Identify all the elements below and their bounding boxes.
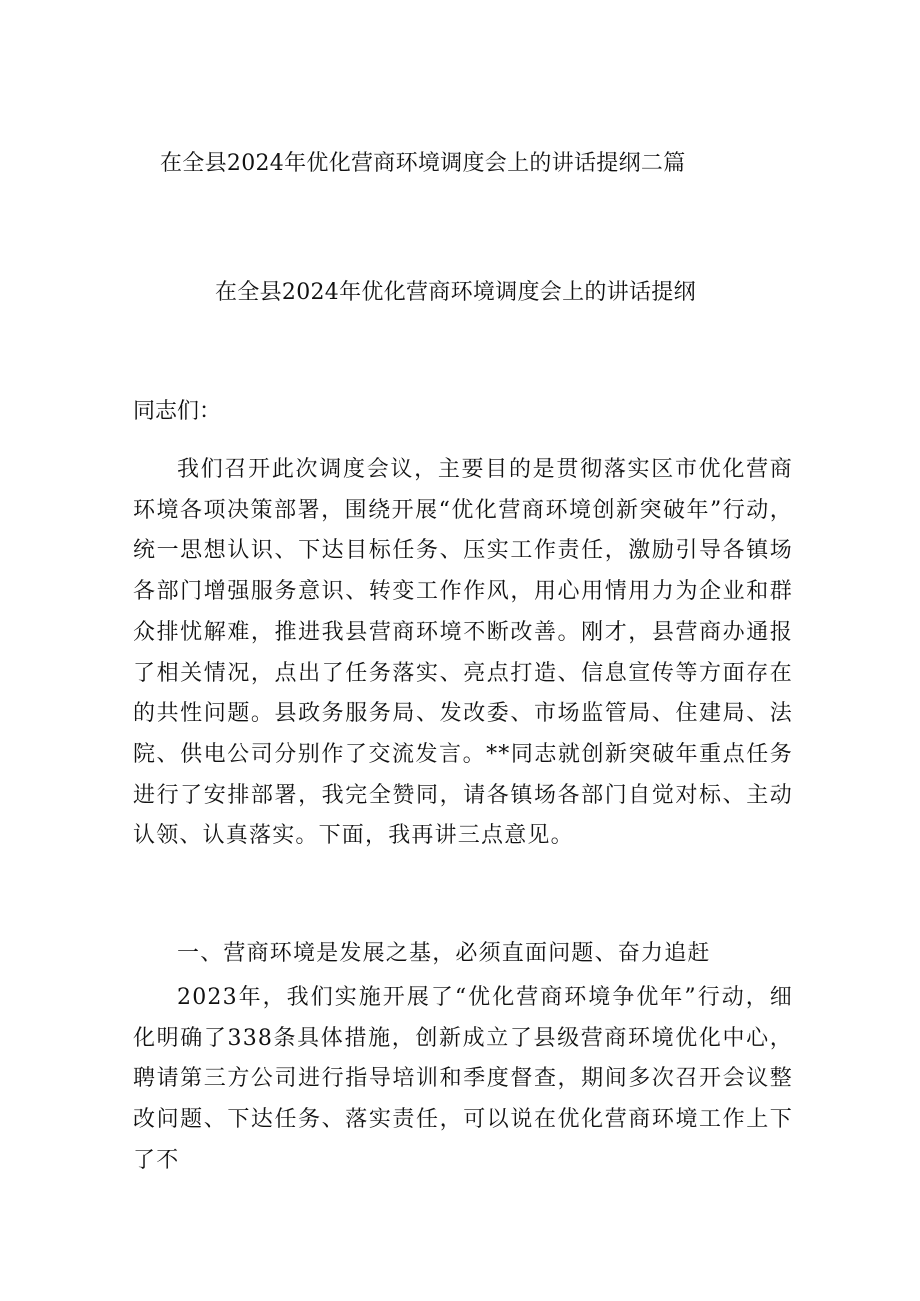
- document-title: 在全县2024年优化营商环境调度会上的讲话提纲二篇: [160, 151, 686, 176]
- body-paragraph-1: 我们召开此次调度会议，主要目的是贯彻落实区市优化营商环境各项决策部署，围绕开展“优化营商环境创新突破年”行动，统一思想认识、下达目标任务、压实工作责任，激励引导各镇场各部门增强服务意识、转变工作作风，用心用情用力为企业和群众排忧解难，推进我县营商环境不断改善。刚才，县营商办通报了相关情况，点出了任务落实、亮点打造、信息宣传等方面存在的共性问题。县政务服务局、发改委、市场监管局、住建局、法院、供电公司分别作了交流发言。**同志就创新突破年重点任务进行了安排部署，我完全赞同，请各镇场各部门自觉对标、主动认领、认真落实。下面，我再讲三点意见。: [133, 457, 793, 849]
- section-heading-1: 一、营商环境是发展之基，必须直面问题、奋力追赶: [177, 941, 711, 966]
- speech-title: 在全县2024年优化营商环境调度会上的讲话提纲: [215, 280, 696, 305]
- salutation: 同志们：: [133, 399, 222, 424]
- body-paragraph-2: 2023年，我们实施开展了“优化营商环境争优年”行动，细化明确了338条具体措施，创新成立了县级营商环境优化中心，聘请第三方公司进行指导培训和季度督查，期间多次召开会议整改问题、下达任务、落实责任，可以说在优化营商环境工作上下了不: [133, 985, 793, 1173]
